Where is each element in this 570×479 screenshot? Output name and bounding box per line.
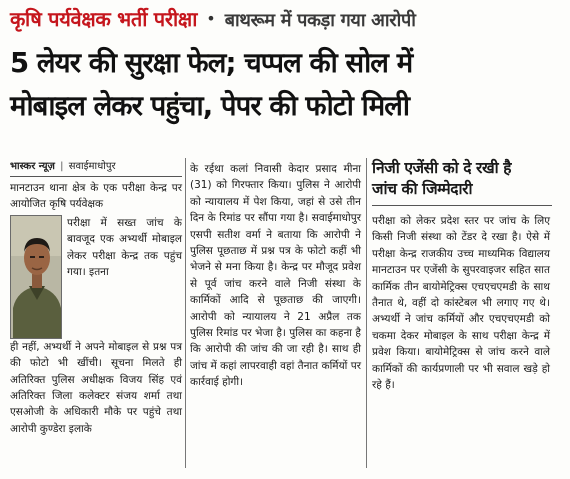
sidebar-heading-line-1: निजी एजेंसी को दे रखी है [372,159,512,177]
column-1-intro: मानटाउन थाना क्षेत्र के एक परीक्षा केन्द्र पर आयोजित कृषि पर्यवेक्षक [10,182,182,211]
article-column-2: के रईथा कलां निवासी केदार प्रसाद मीना (31) को गिरफ्तार किया। पुलिस ने आरोपी को न्यायालय में पेश किया, जहां से उसे तीन दिन के रिमांड पर सौंपा गया है। सवाईमाधोपुर एसपी सतीश वर्मा ने बताया कि आरोपी ने पुलिस पूछताछ में प्रश्न पत्र के फोटो कहीं भी भेजने से मना किया है। केन्द्र पर मौजूद प्रवेश से पूर्व जांच करने वाले निजी संस्था के कार्मिकों आदि से पूछताछ की जाएगी। आरोपी को न्यायालय ने 21 अप्रैल तक पुलिस रिमांड पर भेजा है। पुलिस का कहना है कि आरोपी की जांच की जा रही है। साथ ही जांच में कहां लापरवाही वहां तैनात कर्मियों पर कार्रवाई होगी। [190,163,361,389]
byline-separator: | [60,161,64,172]
headline-line-2: मोबाइल लेकर पहुंचा, पेपर की फोटो मिली [10,90,410,122]
photo-wrap [10,215,182,339]
byline-place: सवाईमाधोपुर [68,161,116,172]
sidebar-heading-line-2: जांच की जिम्मेदारी [372,180,473,198]
byline [10,160,182,177]
section-label: कृषि पर्यवेक्षक भर्ती परीक्षा [10,7,198,31]
byline-agency: भास्कर न्यूज़ [10,161,55,172]
kicker-bar [10,5,562,39]
column-divider-1 [185,158,186,468]
column-divider-2 [366,158,367,468]
column-1-wrapped-text: परीक्षा में सख्त जांच के बावजूद एक अभ्यर्थी मोबाइल लेकर परीक्षा केन्द्र तक पहुंच गया। इतना [67,216,182,279]
accused-photo [10,215,62,339]
headline-line-1: 5 लेयर की सुरक्षा फेल; चप्पल की सोल में [10,47,413,79]
accused-portrait-image [11,216,62,339]
sidebar-heading [372,158,552,200]
article-column-3: परीक्षा को लेकर प्रदेश स्तर पर जांच के लिए किसी निजी संस्था को टेंडर दे रखा है। ऐसे में परीक्षा केन्द्र राजकीय उच्च माध्यमिक विद्यालय मानटाउन पर एजेंसी के सुपरवाइजर सहित सात कार्मिक तीन बायोमेट्रिक्स एचएचएमडी के साथ तैनात थे, वहीं दो कांस्टेबल भी लगाए गए थे। अभ्यर्थी ने जांच कर्मियों और एचएचएमडी को चकमा देकर मोबाइल के साथ परीक्षा केन्द्र में प्रवेश किया। बायोमेट्रिक्स से जांच करने वाले कार्मिकों की कार्यप्रणाली पर भी सवाल खड़े हो रहे हैं। [372,215,550,392]
column-1-rest: ही नहीं, अभ्यर्थी ने अपने मोबाइल से प्रश्न पत्र की फोटो भी खींची। सूचना मिलते ही अतिरिक्त पुलिस अधीक्षक विजय सिंह एवं अतिरिक्त जिला कलेक्टर संजय शर्मा तथा एसओजी के अधिकारी मौके पर पहुंचे तथा आरोपी कुण्डेरा इलाके [10,340,182,435]
kicker-bullet: • [206,9,216,28]
article-column-1 [10,180,182,437]
section-sublabel: बाथरूम में पकड़ा गया आरोपी [224,10,416,31]
headline [10,42,562,128]
sidebar-heading-rule [372,205,552,206]
